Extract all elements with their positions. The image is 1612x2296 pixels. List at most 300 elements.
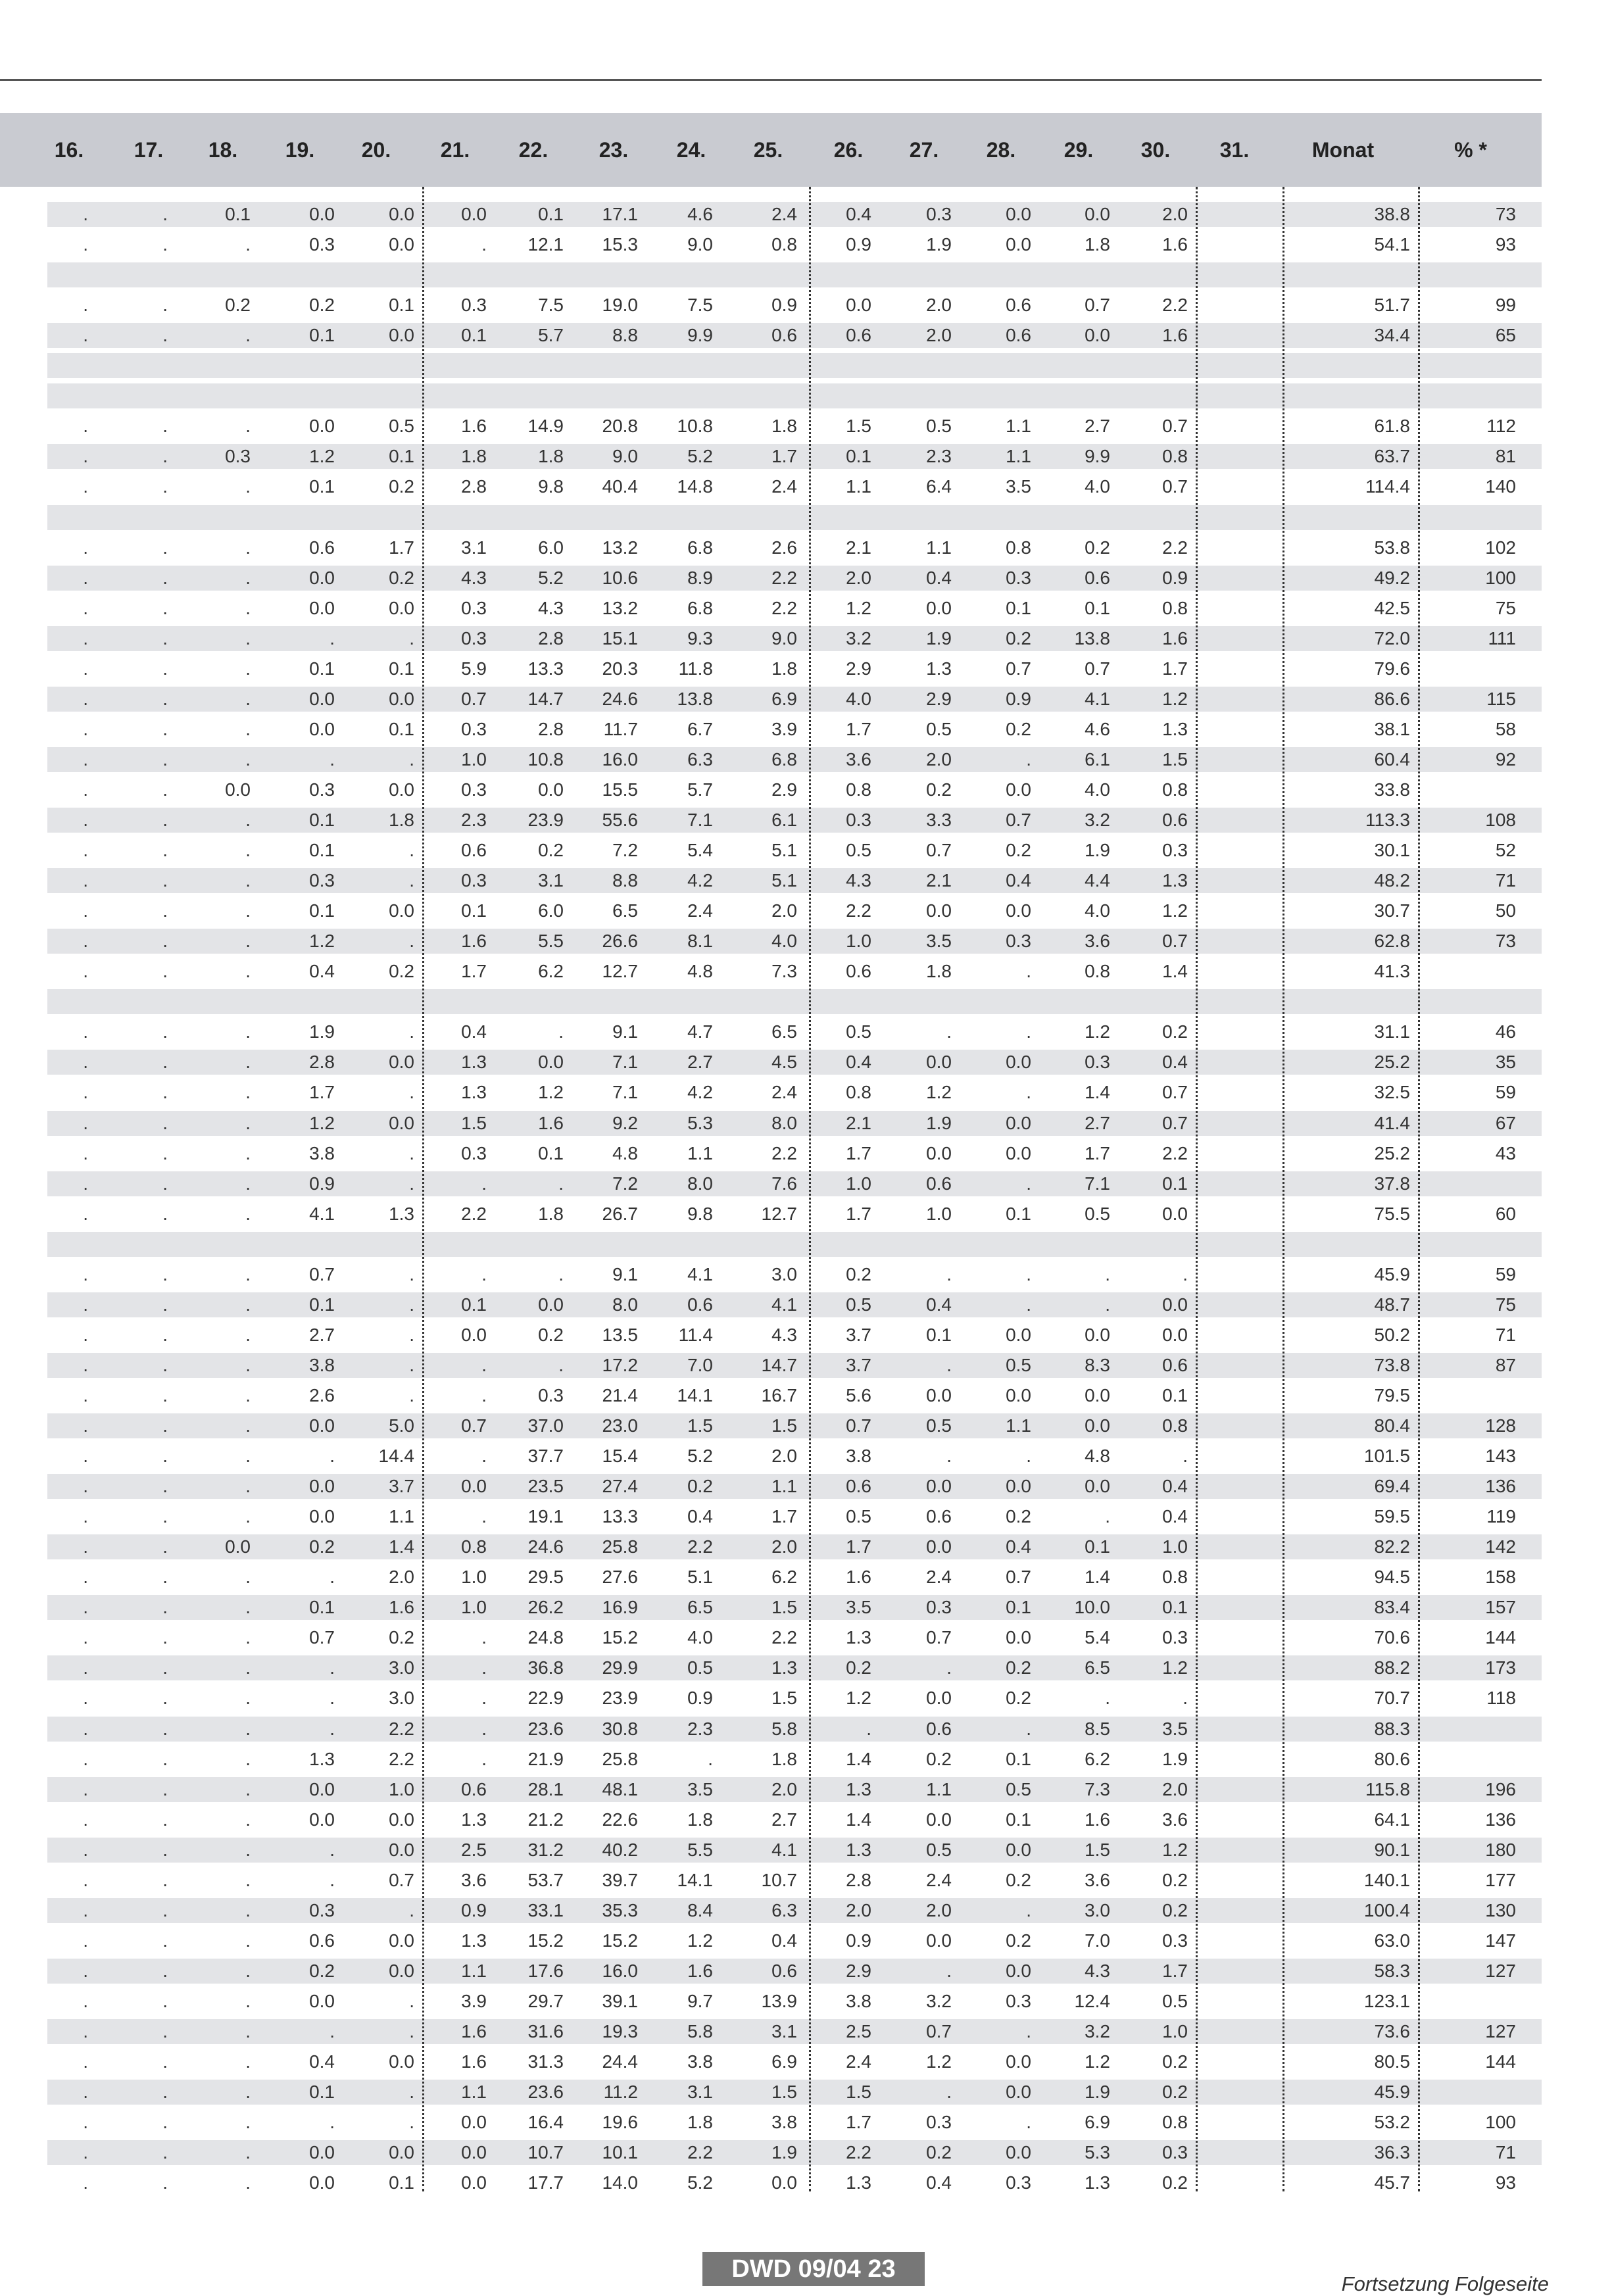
table-cell: 20.8 — [602, 416, 638, 437]
table-cell: 17.6 — [527, 1960, 564, 1981]
table-cell: 0.2 — [1006, 1688, 1031, 1709]
table-cell: 1.3 — [461, 1809, 487, 1830]
table-cell: . — [330, 1688, 335, 1709]
table-cell: 0.6 — [771, 325, 797, 346]
table-cell: 0.0 — [1085, 1476, 1110, 1497]
table-cell: 0.0 — [309, 1809, 335, 1830]
table-cell: . — [1105, 1294, 1110, 1315]
table-cell: 2.5 — [846, 2021, 871, 2041]
table-cell: 2.2 — [389, 1718, 414, 1739]
table-cell: . — [83, 1657, 88, 1678]
table-cell: 3.1 — [771, 2021, 797, 2041]
table-cell: . — [245, 1627, 251, 1648]
table-cell: 0.1 — [309, 1294, 335, 1315]
table-cell: 1.2 — [1085, 2051, 1110, 2072]
table-cell: 0.2 — [846, 1657, 871, 1678]
table-cell: . — [83, 1960, 88, 1981]
table-cell: 2.0 — [771, 1536, 797, 1557]
table-cell: . — [245, 840, 251, 861]
table-cell: 10.7 — [527, 2142, 564, 2163]
table-cell: . — [83, 961, 88, 982]
table-header — [0, 113, 1542, 187]
table-cell — [1168, 654, 1240, 684]
table-cell: . — [83, 597, 88, 618]
table-cell: . — [1026, 1263, 1031, 1284]
table-cell: 60 — [1495, 1203, 1516, 1224]
table-cell: 1.0 — [461, 1597, 487, 1618]
table-cell: . — [83, 325, 88, 346]
table-cell: . — [83, 2082, 88, 2103]
table-cell: 0.0 — [1006, 1960, 1031, 1981]
table-cell: 4.3 — [461, 567, 487, 588]
table-cell: . — [409, 1990, 414, 2011]
table-cell: 0.0 — [389, 597, 414, 618]
table-cell: 1.6 — [1085, 1809, 1110, 1830]
table-cell: 0.1 — [538, 204, 564, 224]
table-cell: 3.8 — [771, 2112, 797, 2133]
table-cell: 0.1 — [926, 1324, 952, 1345]
table-cell: 130 — [1485, 1899, 1516, 1920]
table-cell: 0.0 — [389, 1930, 414, 1951]
column-header: 30. — [1140, 138, 1171, 162]
table-cell — [1444, 775, 1516, 805]
table-cell: . — [481, 1384, 487, 1405]
table-cell: 0.5 — [846, 1021, 871, 1042]
table-cell: . — [1026, 1173, 1031, 1194]
table-cell: 2.7 — [1085, 416, 1110, 437]
table-cell: 14.9 — [527, 416, 564, 437]
table-cell: . — [162, 1597, 168, 1618]
table-cell: 6.8 — [687, 537, 713, 558]
table-cell: 24.6 — [602, 688, 638, 709]
table-cell: 23.9 — [602, 1688, 638, 1709]
table-cell: 119 — [1486, 1506, 1516, 1527]
table-cell — [1168, 2077, 1240, 2107]
table-cell: 4.1 — [771, 1294, 797, 1315]
table-cell: 0.8 — [1162, 779, 1188, 800]
table-cell: 6.1 — [1085, 748, 1110, 769]
table-cell: . — [83, 810, 88, 830]
table-cell — [1444, 1380, 1516, 1411]
table-cell: 14.1 — [677, 1869, 713, 1890]
table-cell: . — [162, 900, 168, 921]
table-cell: 3.2 — [1085, 2021, 1110, 2041]
table-cell: 0.1 — [309, 325, 335, 346]
table-cell: 27.6 — [602, 1567, 638, 1588]
table-cell: 8.8 — [612, 325, 638, 346]
table-cell — [1168, 593, 1240, 623]
table-cell: . — [162, 1384, 168, 1405]
table-cell: . — [245, 1052, 251, 1073]
table-cell: 1.5 — [846, 2082, 871, 2103]
column-header: 25. — [753, 138, 783, 162]
table-cell: 0.3 — [538, 1384, 564, 1405]
table-cell: 71 — [1495, 1324, 1516, 1345]
table-cell: 0.2 — [1006, 718, 1031, 739]
table-cell: 27.4 — [602, 1476, 638, 1497]
table-cell: 28.1 — [527, 1778, 564, 1799]
table-cell: 0.7 — [309, 1627, 335, 1648]
table-cell: 1.8 — [771, 658, 797, 679]
table-cell: 6.1 — [771, 810, 797, 830]
table-cell: 9.0 — [771, 627, 797, 648]
table-cell: 0.0 — [389, 325, 414, 346]
table-cell — [1168, 1805, 1240, 1835]
table-cell: . — [330, 1869, 335, 1890]
table-cell: 11.8 — [678, 658, 713, 679]
table-cell: 0.1 — [846, 446, 871, 467]
table-cell: . — [558, 1021, 564, 1042]
table-cell: 14.0 — [602, 2172, 638, 2193]
table-cell: . — [409, 2112, 414, 2133]
table-cell: 1.6 — [1162, 627, 1188, 648]
table-cell: 40.2 — [602, 1839, 638, 1860]
table-cell: 14.4 — [378, 1446, 414, 1467]
table-cell: 2.9 — [846, 658, 871, 679]
group-separator — [47, 383, 1542, 408]
table-cell: . — [162, 446, 168, 467]
table-cell: . — [946, 1657, 952, 1678]
table-cell: 5.1 — [771, 840, 797, 861]
table-cell: . — [83, 1536, 88, 1557]
table-cell: . — [558, 1173, 564, 1194]
table-cell: 45.9 — [1374, 1263, 1410, 1284]
table-cell: 10.7 — [761, 1869, 797, 1890]
table-cell: 38.8 — [1374, 204, 1410, 224]
table-cell: 111 — [1488, 627, 1516, 648]
table-cell: 2.2 — [1162, 295, 1188, 316]
table-cell: 0.2 — [1006, 840, 1031, 861]
table-cell: 0.1 — [225, 204, 251, 224]
table-cell: 75 — [1495, 1294, 1516, 1315]
table-cell: . — [162, 1354, 168, 1375]
table-cell: . — [162, 1173, 168, 1194]
table-cell: 0.8 — [771, 234, 797, 255]
table-cell — [1444, 1986, 1516, 2016]
table-cell: . — [162, 961, 168, 982]
table-cell: 1.7 — [846, 1142, 871, 1163]
table-cell: 3.2 — [926, 1990, 952, 2011]
table-cell: 0.8 — [846, 779, 871, 800]
table-cell: 0.6 — [309, 537, 335, 558]
table-cell: . — [83, 1990, 88, 2011]
table-cell: 0.7 — [1162, 476, 1188, 497]
table-cell: . — [409, 1294, 414, 1315]
table-cell: . — [245, 1173, 251, 1194]
table-cell: 0.2 — [389, 567, 414, 588]
table-cell: 1.0 — [846, 931, 871, 952]
table-cell: 0.0 — [389, 1960, 414, 1981]
table-cell: 0.6 — [926, 1173, 952, 1194]
table-cell: 157 — [1485, 1597, 1516, 1618]
table-cell — [1168, 411, 1240, 441]
table-cell: . — [83, 1718, 88, 1739]
table-cell: . — [245, 658, 251, 679]
table-cell: . — [245, 2051, 251, 2072]
table-cell — [1168, 1744, 1240, 1774]
table-cell: . — [330, 2021, 335, 2041]
table-cell: 0.5 — [1006, 1778, 1031, 1799]
table-cell: 0.1 — [1162, 1384, 1188, 1405]
table-cell: 79.5 — [1374, 1384, 1410, 1405]
table-cell — [1168, 320, 1240, 351]
table-cell: 0.9 — [846, 1930, 871, 1951]
table-cell: 1.7 — [1162, 1960, 1188, 1981]
table-cell: 13.3 — [602, 1506, 638, 1527]
table-cell: 0.7 — [1006, 810, 1031, 830]
table-cell — [1168, 1047, 1240, 1077]
table-cell: 4.0 — [1085, 900, 1110, 921]
table-cell: 8.8 — [612, 870, 638, 891]
table-cell: 39.1 — [602, 1990, 638, 2011]
table-cell: 123.1 — [1363, 1990, 1410, 2011]
table-cell: . — [83, 1597, 88, 1618]
table-cell: 1.1 — [461, 2082, 487, 2103]
table-cell: . — [162, 1809, 168, 1830]
table-cell: 3.1 — [687, 2082, 713, 2103]
table-cell: 63.0 — [1374, 1930, 1410, 1951]
table-cell: 17.2 — [602, 1354, 638, 1375]
table-cell: . — [245, 537, 251, 558]
table-cell: 2.2 — [771, 1627, 797, 1648]
table-cell: 2.2 — [771, 567, 797, 588]
table-cell: 70.7 — [1374, 1688, 1410, 1709]
table-cell: 5.2 — [687, 2172, 713, 2193]
table-cell: 4.1 — [309, 1203, 335, 1224]
table-cell: 1.3 — [1162, 718, 1188, 739]
column-header: 31. — [1219, 138, 1250, 162]
table-cell: 36.8 — [527, 1657, 564, 1678]
table-cell: 10.1 — [602, 2142, 638, 2163]
table-cell: . — [245, 1354, 251, 1375]
table-cell: . — [162, 234, 168, 255]
table-cell: 16.0 — [602, 1960, 638, 1981]
table-cell: 1.7 — [389, 537, 414, 558]
table-cell: 0.6 — [309, 1930, 335, 1951]
table-cell: 0.1 — [309, 900, 335, 921]
table-cell: . — [162, 295, 168, 316]
table-cell: 1.5 — [1085, 1839, 1110, 1860]
column-header: 22. — [518, 138, 549, 162]
table-cell: 0.0 — [309, 718, 335, 739]
table-cell: 0.8 — [1162, 1415, 1188, 1436]
table-cell: . — [162, 1112, 168, 1133]
table-cell: 92 — [1495, 748, 1516, 769]
table-cell: 1.1 — [1006, 446, 1031, 467]
table-cell: . — [245, 1203, 251, 1224]
table-cell: . — [162, 416, 168, 437]
table-cell: 0.0 — [1162, 1324, 1188, 1345]
table-cell: 1.2 — [1162, 688, 1188, 709]
table-cell: 0.0 — [309, 204, 335, 224]
table-cell: 1.2 — [309, 446, 335, 467]
table-cell: . — [245, 900, 251, 921]
table-cell: 7.6 — [771, 1173, 797, 1194]
table-cell: . — [83, 1415, 88, 1436]
table-cell: 0.1 — [389, 295, 414, 316]
table-cell: 4.0 — [687, 1627, 713, 1648]
table-cell: . — [162, 658, 168, 679]
table-cell — [1168, 2107, 1240, 2137]
table-cell: 16.4 — [527, 2112, 564, 2133]
table-cell: 1.5 — [771, 1597, 797, 1618]
table-cell — [1168, 1290, 1240, 1320]
table-cell: 1.9 — [1085, 2082, 1110, 2103]
table-cell: . — [409, 1324, 414, 1345]
table-cell: 0.2 — [389, 961, 414, 982]
table-cell: 1.7 — [771, 446, 797, 467]
table-cell: 8.0 — [612, 1294, 638, 1315]
table-cell: 0.0 — [1162, 1203, 1188, 1224]
table-cell: 0.0 — [1085, 325, 1110, 346]
table-cell: 3.6 — [846, 748, 871, 769]
table-cell: 14.7 — [527, 688, 564, 709]
table-cell: 0.0 — [1006, 1384, 1031, 1405]
table-cell: 1.7 — [846, 2112, 871, 2133]
table-cell: 1.5 — [687, 1415, 713, 1436]
table-cell: 2.2 — [771, 1142, 797, 1163]
table-cell: . — [162, 2021, 168, 2041]
table-cell: 51.7 — [1374, 295, 1410, 316]
table-cell: 2.0 — [926, 295, 952, 316]
table-cell: . — [162, 1869, 168, 1890]
table-cell: 31.3 — [527, 2051, 564, 2072]
table-cell: 0.1 — [389, 658, 414, 679]
table-cell: 4.8 — [1085, 1446, 1110, 1467]
table-cell: 0.0 — [1006, 1476, 1031, 1497]
table-cell — [1168, 623, 1240, 654]
table-cell — [1168, 1653, 1240, 1683]
table-cell: 0.0 — [1006, 1839, 1031, 1860]
table-cell: 4.1 — [687, 1263, 713, 1284]
group-separator — [47, 505, 1542, 530]
table-cell: . — [245, 1384, 251, 1405]
table-cell: . — [946, 1960, 952, 1981]
table-cell: 0.0 — [389, 1052, 414, 1073]
table-cell: 0.1 — [1085, 597, 1110, 618]
table-cell: 45.7 — [1374, 2172, 1410, 2193]
table-cell: 3.7 — [846, 1324, 871, 1345]
table-cell: 2.8 — [846, 1869, 871, 1890]
table-cell: . — [409, 1354, 414, 1375]
table-cell: 73.6 — [1374, 2021, 1410, 2041]
table-cell: 46 — [1495, 1021, 1516, 1042]
table-cell — [1168, 1350, 1240, 1380]
table-cell: . — [162, 1657, 168, 1678]
table-cell: . — [83, 2051, 88, 2072]
table-cell: 0.1 — [1085, 1536, 1110, 1557]
table-cell: 0.0 — [309, 2142, 335, 2163]
table-cell: 75.5 — [1374, 1203, 1410, 1224]
table-cell: 0.0 — [1006, 2142, 1031, 2163]
table-cell: 33.8 — [1374, 779, 1410, 800]
table-cell: 1.6 — [461, 2051, 487, 2072]
table-cell: . — [162, 1627, 168, 1648]
table-cell: 0.3 — [461, 779, 487, 800]
table-cell: . — [83, 1688, 88, 1709]
table-cell — [1168, 1199, 1240, 1229]
table-cell: . — [83, 2172, 88, 2193]
table-cell: 0.2 — [1162, 2172, 1188, 2193]
table-cell: . — [245, 1263, 251, 1284]
table-cell: 5.9 — [461, 658, 487, 679]
table-cell: 75 — [1495, 597, 1516, 618]
table-cell: 0.0 — [926, 900, 952, 921]
table-cell: 0.1 — [309, 810, 335, 830]
table-cell: 0.5 — [926, 718, 952, 739]
table-cell: 1.6 — [687, 1960, 713, 1981]
table-cell: . — [83, 748, 88, 769]
table-cell: 6.0 — [538, 900, 564, 921]
table-cell: 35.3 — [602, 1899, 638, 1920]
table-cell: 2.2 — [1162, 537, 1188, 558]
table-cell: 13.8 — [677, 688, 713, 709]
table-cell: 9.3 — [687, 627, 713, 648]
table-cell: . — [330, 2112, 335, 2133]
table-cell: . — [481, 1688, 487, 1709]
table-cell: 4.3 — [538, 597, 564, 618]
table-cell: 0.0 — [461, 204, 487, 224]
table-cell: . — [245, 2021, 251, 2041]
table-cell: 0.5 — [846, 1294, 871, 1315]
table-cell: 0.0 — [309, 416, 335, 437]
table-cell: 0.1 — [1006, 1597, 1031, 1618]
table-cell: . — [83, 1112, 88, 1133]
table-cell: 3.7 — [846, 1354, 871, 1375]
table-cell: 1.6 — [538, 1112, 564, 1133]
table-cell: 0.3 — [461, 295, 487, 316]
table-cell: 12.4 — [1074, 1990, 1110, 2011]
table-cell: 127 — [1485, 2021, 1516, 2041]
table-cell: 26.6 — [602, 931, 638, 952]
table-cell: 0.0 — [309, 2172, 335, 2193]
table-cell: . — [83, 840, 88, 861]
table-cell: 142 — [1485, 1536, 1516, 1557]
table-cell — [1168, 1835, 1240, 1865]
table-cell: 58.3 — [1374, 1960, 1410, 1981]
table-cell: 9.7 — [687, 1990, 713, 2011]
table-cell: 0.6 — [926, 1718, 952, 1739]
table-cell: 0.6 — [687, 1294, 713, 1315]
table-cell: 59.5 — [1374, 1506, 1410, 1527]
table-cell — [1168, 1471, 1240, 1502]
table-cell: 3.0 — [1085, 1899, 1110, 1920]
table-cell: . — [330, 1839, 335, 1860]
table-cell: . — [481, 1446, 487, 1467]
table-cell: . — [245, 718, 251, 739]
table-cell: 0.1 — [461, 325, 487, 346]
table-cell: 0.3 — [1162, 1930, 1188, 1951]
table-cell: 0.0 — [461, 2142, 487, 2163]
table-cell: 39.7 — [602, 1869, 638, 1890]
table-cell: 2.7 — [309, 1324, 335, 1345]
table-cell: 13.3 — [527, 658, 564, 679]
table-cell: 3.8 — [309, 1142, 335, 1163]
group-separator — [47, 1232, 1542, 1257]
table-cell: 0.3 — [1085, 1052, 1110, 1073]
table-cell: 0.0 — [1006, 1112, 1031, 1133]
table-cell: 0.0 — [309, 1506, 335, 1527]
table-cell: 4.2 — [687, 1082, 713, 1103]
table-cell: 4.1 — [771, 1839, 797, 1860]
table-cell: 0.3 — [846, 810, 871, 830]
table-cell: 1.8 — [687, 1809, 713, 1830]
table-cell: 0.7 — [1162, 1082, 1188, 1103]
table-cell — [1168, 1532, 1240, 1562]
table-cell: 3.6 — [1085, 931, 1110, 952]
table-cell: 32.5 — [1374, 1082, 1410, 1103]
table-cell: . — [83, 931, 88, 952]
